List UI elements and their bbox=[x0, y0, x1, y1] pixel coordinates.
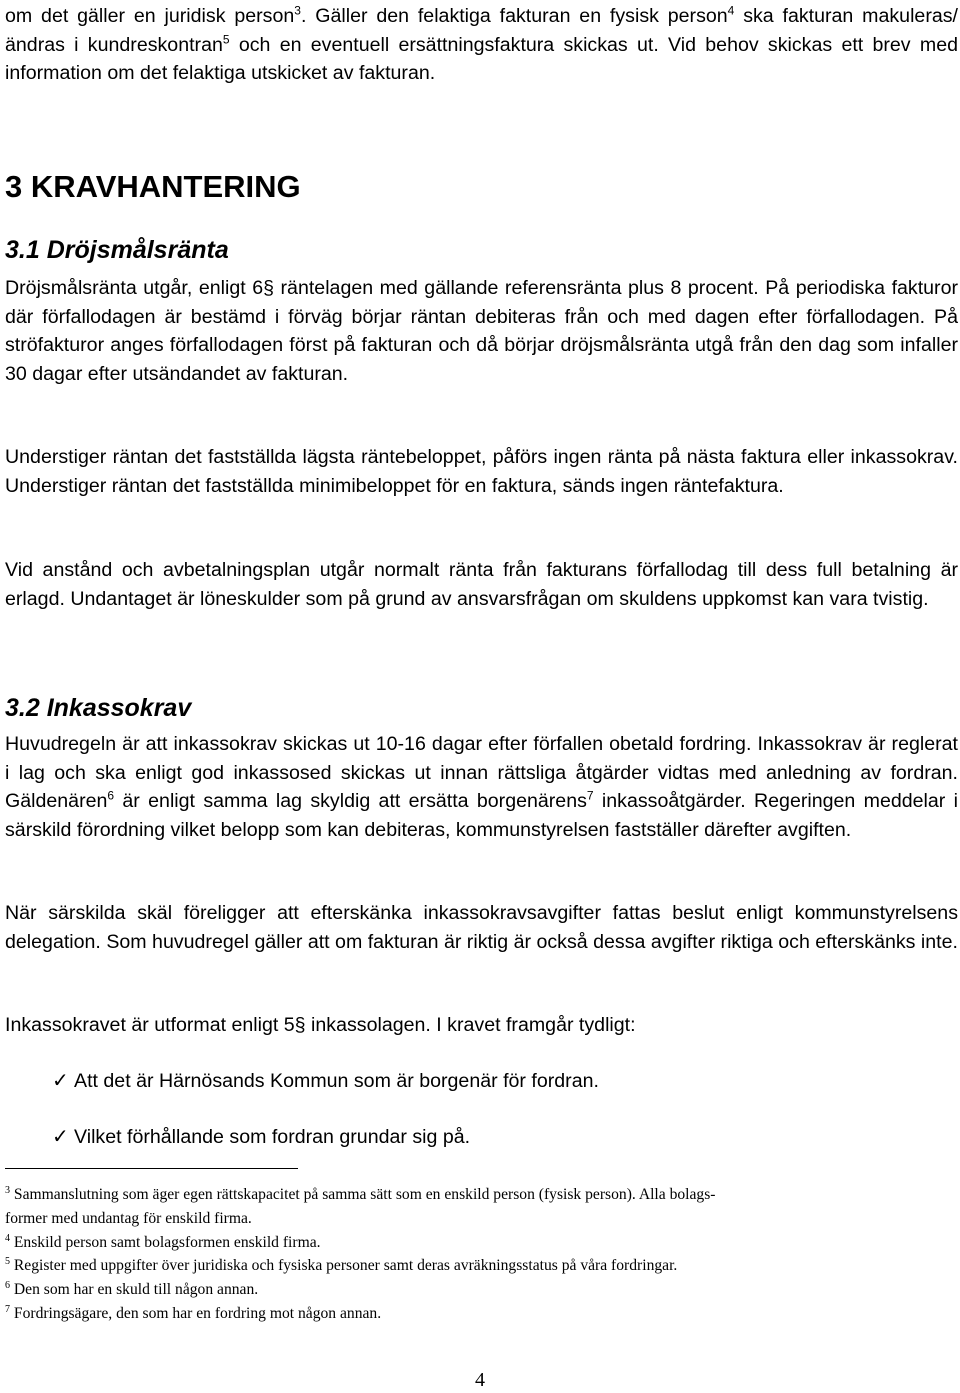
footnote-text: Enskild person samt bolagsformen enskild firma. bbox=[13, 1234, 321, 1251]
intro-text-b: . Gäller den felaktiga fakturan en fysisk person bbox=[300, 5, 728, 27]
footnote-number: 3 bbox=[5, 1184, 10, 1196]
footnote-4 bbox=[5, 1231, 955, 1255]
drojsmalsranta-paragraph-2: Understiger räntan det fastställda lägsta räntebeloppet, påförs ingen ränta på nästa faktura eller inkassokrav. Understiger räntan det fastställda minimibeloppet för en faktura, sänds ingen räntefaktura. bbox=[5, 446, 958, 497]
drojsmalsranta-paragraph-3: Vid anstånd och avbetalningsplan utgår normalt ränta från fakturans förfallodag till dess full betalning är erlagd. Undantaget är löneskulder som på grund av ansvarsfrågan om skuldens uppkomst kan vara tvistig. bbox=[5, 559, 958, 610]
footnote-ref-5[interactable]: 5 bbox=[222, 32, 230, 47]
footnote-3-continued: former med undantag för enskild firma. bbox=[5, 1210, 252, 1227]
subsection-heading-drojsmalsranta: 3.1 Dröjsmålsränta bbox=[5, 236, 229, 264]
footnote-ref-7[interactable]: 7 bbox=[586, 788, 594, 803]
check-icon: ✓ bbox=[52, 1126, 69, 1148]
intro-text-d: och en eventuell ersättningsfaktura skickas ut. Vid behov skickas ett brev med information om det felaktiga utskicket av fakturan. bbox=[5, 33, 958, 85]
footnote-ref-4[interactable]: 4 bbox=[727, 3, 735, 18]
section-heading-kravhantering: 3 KRAVHANTERING bbox=[5, 169, 301, 204]
footnote-text: Sammanslutning som äger egen rättskapacitet på samma sätt som en enskild person (fysisk person). Alla bolags- bbox=[13, 1186, 716, 1203]
footnote-text: Den som har en skuld till någon annan. bbox=[13, 1281, 259, 1298]
checklist-item-label: Att det är Härnösands Kommun som är borgenär för fordran. bbox=[74, 1070, 599, 1092]
footnote-number: 7 bbox=[5, 1303, 10, 1315]
page-number: 4 bbox=[475, 1369, 485, 1391]
footnote-3 bbox=[5, 1183, 955, 1207]
inkassokrav-paragraph-2: När särskilda skäl föreligger att efterskänka inkassokravsavgifter fattas beslut enligt kommunstyrelsens delegation. Som huvudregel gäller att om fakturan är riktig är också dessa avgifter riktiga och efterskänks inte. bbox=[5, 902, 958, 953]
inkassokrav-text-b: är enligt samma lag skyldig att ersätta borgenärens bbox=[114, 790, 587, 813]
inkassokrav-text-c: inkassoåtgärder. Regeringen meddelar i särskild förordning vilket belopp som kan debiteras, kommunstyrelsen fastställer därefter avgiften. bbox=[5, 790, 958, 841]
footnote-number: 4 bbox=[5, 1232, 10, 1244]
checklist-item bbox=[52, 1067, 599, 1095]
checklist-item-label: Vilket förhållande som fordran grundar sig på. bbox=[74, 1126, 471, 1148]
footnote-6 bbox=[5, 1278, 955, 1302]
footnote-ref-3[interactable]: 3 bbox=[294, 3, 301, 18]
check-icon: ✓ bbox=[52, 1070, 69, 1092]
footnote-ref-6[interactable]: 6 bbox=[107, 788, 115, 803]
footnote-text: Fordringsägare, den som har en fordring mot någon annan. bbox=[13, 1305, 382, 1322]
footnote-text: Register med uppgifter över juridiska och fysiska personer samt deras avräkningsstatus på våra fordringar. bbox=[13, 1257, 678, 1274]
subsection-heading-inkassokrav: 3.2 Inkassokrav bbox=[5, 694, 192, 722]
intro-text-a: om det gäller en juridisk person bbox=[5, 5, 295, 27]
inkassokrav-text-a: Huvudregeln är att inkassokrav skickas ut 10-16 dagar efter förfallen obetald fordring. Inkassokrav är reglerat i lag och ska enligt god inkassosed skickas ut innan rättsliga åtgärder vidtas med anledning av fordran. Gäldenären bbox=[5, 733, 958, 813]
footnote-separator bbox=[5, 1168, 298, 1169]
inkassokrav-paragraph-1 bbox=[5, 730, 958, 844]
checklist-item bbox=[52, 1123, 470, 1151]
drojsmalsranta-paragraph-1: Dröjsmålsränta utgår, enligt 6§ räntelagen med gällande referensränta plus 8 procent. På periodiska fakturor där förfallodagen är bestämd i förväg börjar räntan debiteras från och med dagen efter förfallodagen. På ströfakturor anges förfallodagen först på fakturan och då börjar dröjsmålsränta utgå från den dag som infaller 30 dagar efter utsändandet av fakturan. bbox=[5, 277, 958, 385]
inkassokrav-paragraph-3: Inkassokravet är utformat enligt 5§ inkassolagen. I kravet framgår tydligt: bbox=[5, 1014, 636, 1036]
footnote-number: 5 bbox=[5, 1255, 10, 1267]
footnote-5 bbox=[5, 1254, 955, 1278]
intro-text-c: ska fakturan makuleras/ändras i kundreskontran bbox=[5, 5, 958, 56]
footnote-7 bbox=[5, 1302, 955, 1326]
footnote-number: 6 bbox=[5, 1279, 10, 1291]
intro-paragraph bbox=[5, 2, 958, 88]
